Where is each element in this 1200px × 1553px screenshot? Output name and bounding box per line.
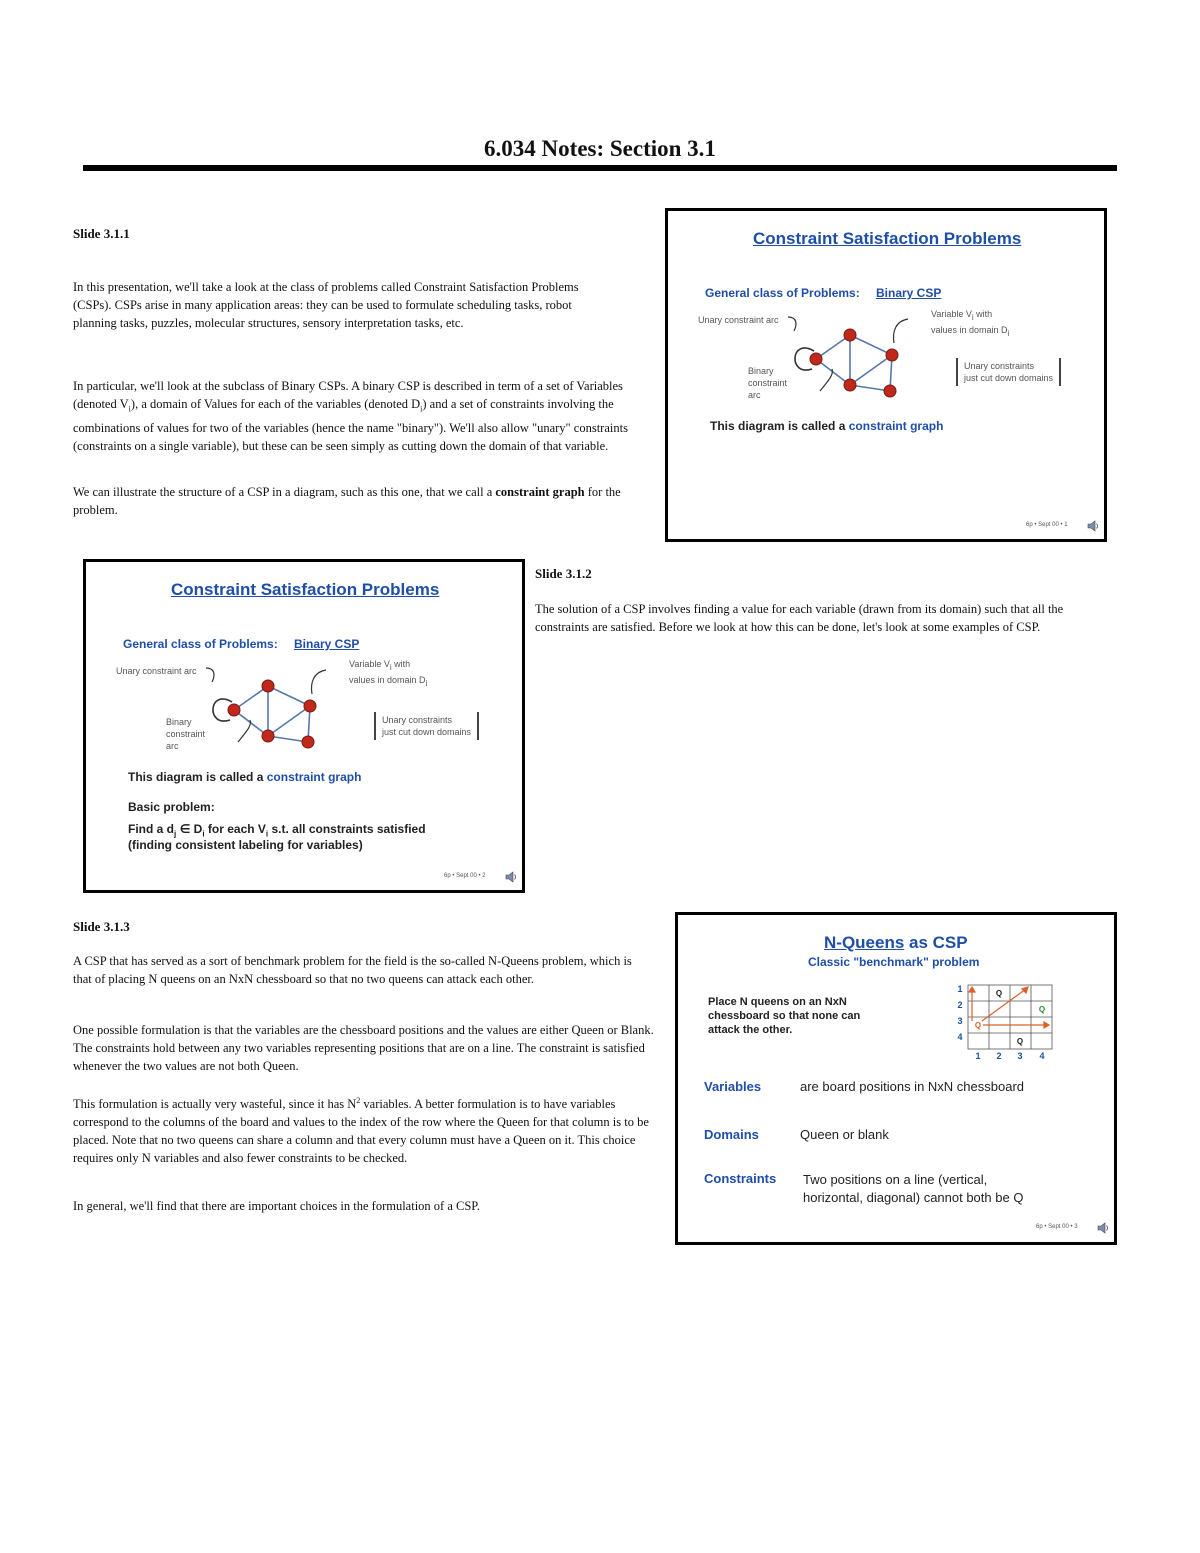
queen-marker: Q: [995, 989, 1003, 998]
values-label: values in domain $D_i$: [349, 675, 428, 688]
variables-text: are board positions in NxN chessboard: [800, 1079, 1025, 1094]
binary-arc-label: Binary constraint arc: [748, 366, 788, 400]
slide-general-class: General class of Problems:: [123, 637, 278, 651]
variable-node: [304, 700, 316, 712]
variable-node: [302, 736, 314, 748]
variable-node: [228, 704, 240, 716]
col-label: 2: [996, 1051, 1002, 1061]
slide-footer: 6p • Sept 00 • 3: [1036, 1224, 1078, 1230]
arrow-head: [1044, 1022, 1049, 1028]
unary-arc-pointer: [206, 668, 214, 682]
slide-3-1-3-heading: Slide 3.1.3: [73, 919, 130, 934]
variable-node: [844, 329, 856, 341]
speaker-icon[interactable]: [1086, 519, 1100, 533]
title-rule: [83, 165, 1117, 171]
diagram-caption: This diagram is called a constraint graph: [128, 770, 362, 784]
constraint-graph-diagram: [768, 311, 928, 411]
diagram-caption: This diagram is called a constraint graph: [710, 419, 944, 433]
slide-3-1-2-paragraph-1: The solution of a CSP involves finding a value for each variable (drawn from its domain) such that all the constraints are satisfied. Before we look at how this can be done, let's look at some examples of CSP.: [535, 602, 1064, 634]
variable-label: Variable $V_i$ with: [349, 659, 411, 672]
constraints-label: Constraints: [704, 1171, 777, 1186]
edge: [268, 686, 310, 706]
slide-title: N-Queens as CSP: [824, 933, 968, 952]
arrow-head: [1022, 987, 1028, 993]
unary-arc-label: Unary constraint arc: [116, 666, 197, 676]
arrow-head: [969, 987, 975, 992]
values-label: values in domain $D_i$: [931, 325, 1010, 338]
slide-footer: 6p • Sept 00 • 2: [444, 873, 486, 879]
queen-marker: Q: [974, 1021, 982, 1030]
page-title: 6.034 Notes: Section 3.1: [484, 136, 716, 161]
row-label: 2: [957, 1000, 963, 1010]
binary-arc-pointer: [820, 369, 832, 391]
variable-node: [884, 385, 896, 397]
binary-arc-pointer: [238, 720, 250, 742]
edge: [850, 355, 892, 385]
col-label: 1: [975, 1051, 981, 1061]
chessboard-diagram: [950, 981, 1062, 1063]
slide-3-1-1-paragraph-1: In this presentation, we'll take a look at the class of problems called Constraint Satisfaction Problems (CSPs). CSPs arise in many application areas: they can be used to formulate scheduling tasks, robot planning tasks, puzzles, molecular structures, sensory interpretation tasks, etc.: [73, 280, 579, 330]
slide-title: Constraint Satisfaction Problems: [753, 229, 1022, 248]
slide-image-3-1-1: [665, 208, 1107, 542]
slide-general-class: General class of Problems:: [705, 286, 860, 300]
slide-3-1-3-paragraph-2: One possible formulation is that the variables are the chessboard positions and the values are either Queen or Blank. The constraints hold between any two variables representing positions that are on a line. The constraint is satisfied whenever the two values are not both Queen.: [73, 1023, 654, 1073]
attack-arrow: [982, 989, 1026, 1021]
slide-subtitle: Classic "benchmark" problem: [808, 955, 980, 969]
slide-3-1-1-heading: Slide 3.1.1: [73, 226, 130, 241]
domains-label: Domains: [704, 1127, 759, 1142]
slide-3-1-3-paragraph-1: A CSP that has served as a sort of benchmark problem for the field is the so-called N-Queens problem, which is that of placing N queens on an NxN chessboard so that no two queens can attack each other.: [73, 954, 632, 986]
constraint-graph-diagram: [186, 662, 346, 762]
slide-3-1-1-paragraph-3: We can illustrate the structure of a CSP in a diagram, such as this one, that we call a constraint graph for the problem.: [73, 485, 621, 517]
edge: [850, 335, 892, 355]
slide-image-3-1-2: [83, 559, 525, 893]
edge: [268, 706, 310, 736]
slide-3-1-1-paragraph-2: In particular, we'll look at the subclass of Binary CSPs. A binary CSP is described in term of a set of Variables (denoted $V_i$), a domain of Values for each of the variables (denoted $D_i$) and a set of constraints involving the combinations of values for two of the variables (hence the name "binary"). We'll also allow "unary" constraints (constraints on a single variable), but these can be seen simply as cutting down the domain of that variable.: [73, 379, 628, 453]
variable-node: [844, 379, 856, 391]
slide-title: Constraint Satisfaction Problems: [171, 580, 440, 599]
col-label: 3: [1017, 1051, 1023, 1061]
row-label: 3: [957, 1016, 963, 1026]
row-label: 4: [957, 1032, 963, 1042]
binary-arc-label: Binary constraint arc: [166, 717, 206, 751]
col-label: 4: [1039, 1051, 1045, 1061]
speaker-icon[interactable]: [504, 870, 518, 884]
variable-node: [886, 349, 898, 361]
row-label: 1: [957, 984, 963, 994]
queen-marker: Q: [1016, 1037, 1024, 1046]
variable-pointer: [894, 319, 908, 343]
basic-problem-label: Basic problem:: [128, 800, 215, 814]
variable-node: [262, 730, 274, 742]
domains-text: Queen or blank: [800, 1127, 889, 1142]
queen-marker: Q: [1038, 1005, 1046, 1014]
slide-binary-csp: Binary CSP: [294, 637, 360, 651]
find-statement: Find a $d_j$ ∈ $D_i$ for each $V_i$ s.t. all constraints satisfied: [128, 822, 426, 839]
slide-3-1-2-heading: Slide 3.1.2: [535, 566, 592, 581]
place-statement: Place N queens on an NxN chessboard so that none can attack the other.: [708, 996, 861, 1036]
variable-label: Variable $V_i$ with: [931, 309, 993, 322]
unary-constraints-box: Unary constraints just cut down domains: [956, 358, 1061, 386]
unary-arc-pointer: [788, 317, 796, 331]
variables-label: Variables: [704, 1079, 762, 1094]
variable-node: [262, 680, 274, 692]
slide-3-1-3-paragraph-4: In general, we'll find that there are important choices in the formulation of a CSP.: [73, 1199, 480, 1213]
finding-statement: (finding consistent labeling for variables): [128, 838, 363, 852]
slide-footer: 6p • Sept 00 • 1: [1026, 522, 1068, 528]
constraints-text: Two positions on a line (vertical, horizontal, diagonal) cannot both be Q: [803, 1172, 1024, 1205]
slide-image-3-1-3: [675, 912, 1117, 1245]
slide-3-1-3-paragraph-3: This formulation is actually very wasteful, since it has $N^2$ variables. A better formulation is to have variables correspond to the columns of the board and values to the index of the row where the Queen for that column is to be placed. Note that no two queens can share a column and that every column must have a Queen on it. This choice requires only N variables and also fewer constraints to be checked.: [73, 1096, 649, 1166]
speaker-icon[interactable]: [1096, 1221, 1110, 1235]
variable-node: [810, 353, 822, 365]
variable-pointer: [312, 670, 326, 694]
slide-binary-csp: Binary CSP: [876, 286, 942, 300]
unary-arc-label: Unary constraint arc: [698, 315, 779, 325]
unary-constraints-box: Unary constraints just cut down domains: [374, 712, 479, 740]
